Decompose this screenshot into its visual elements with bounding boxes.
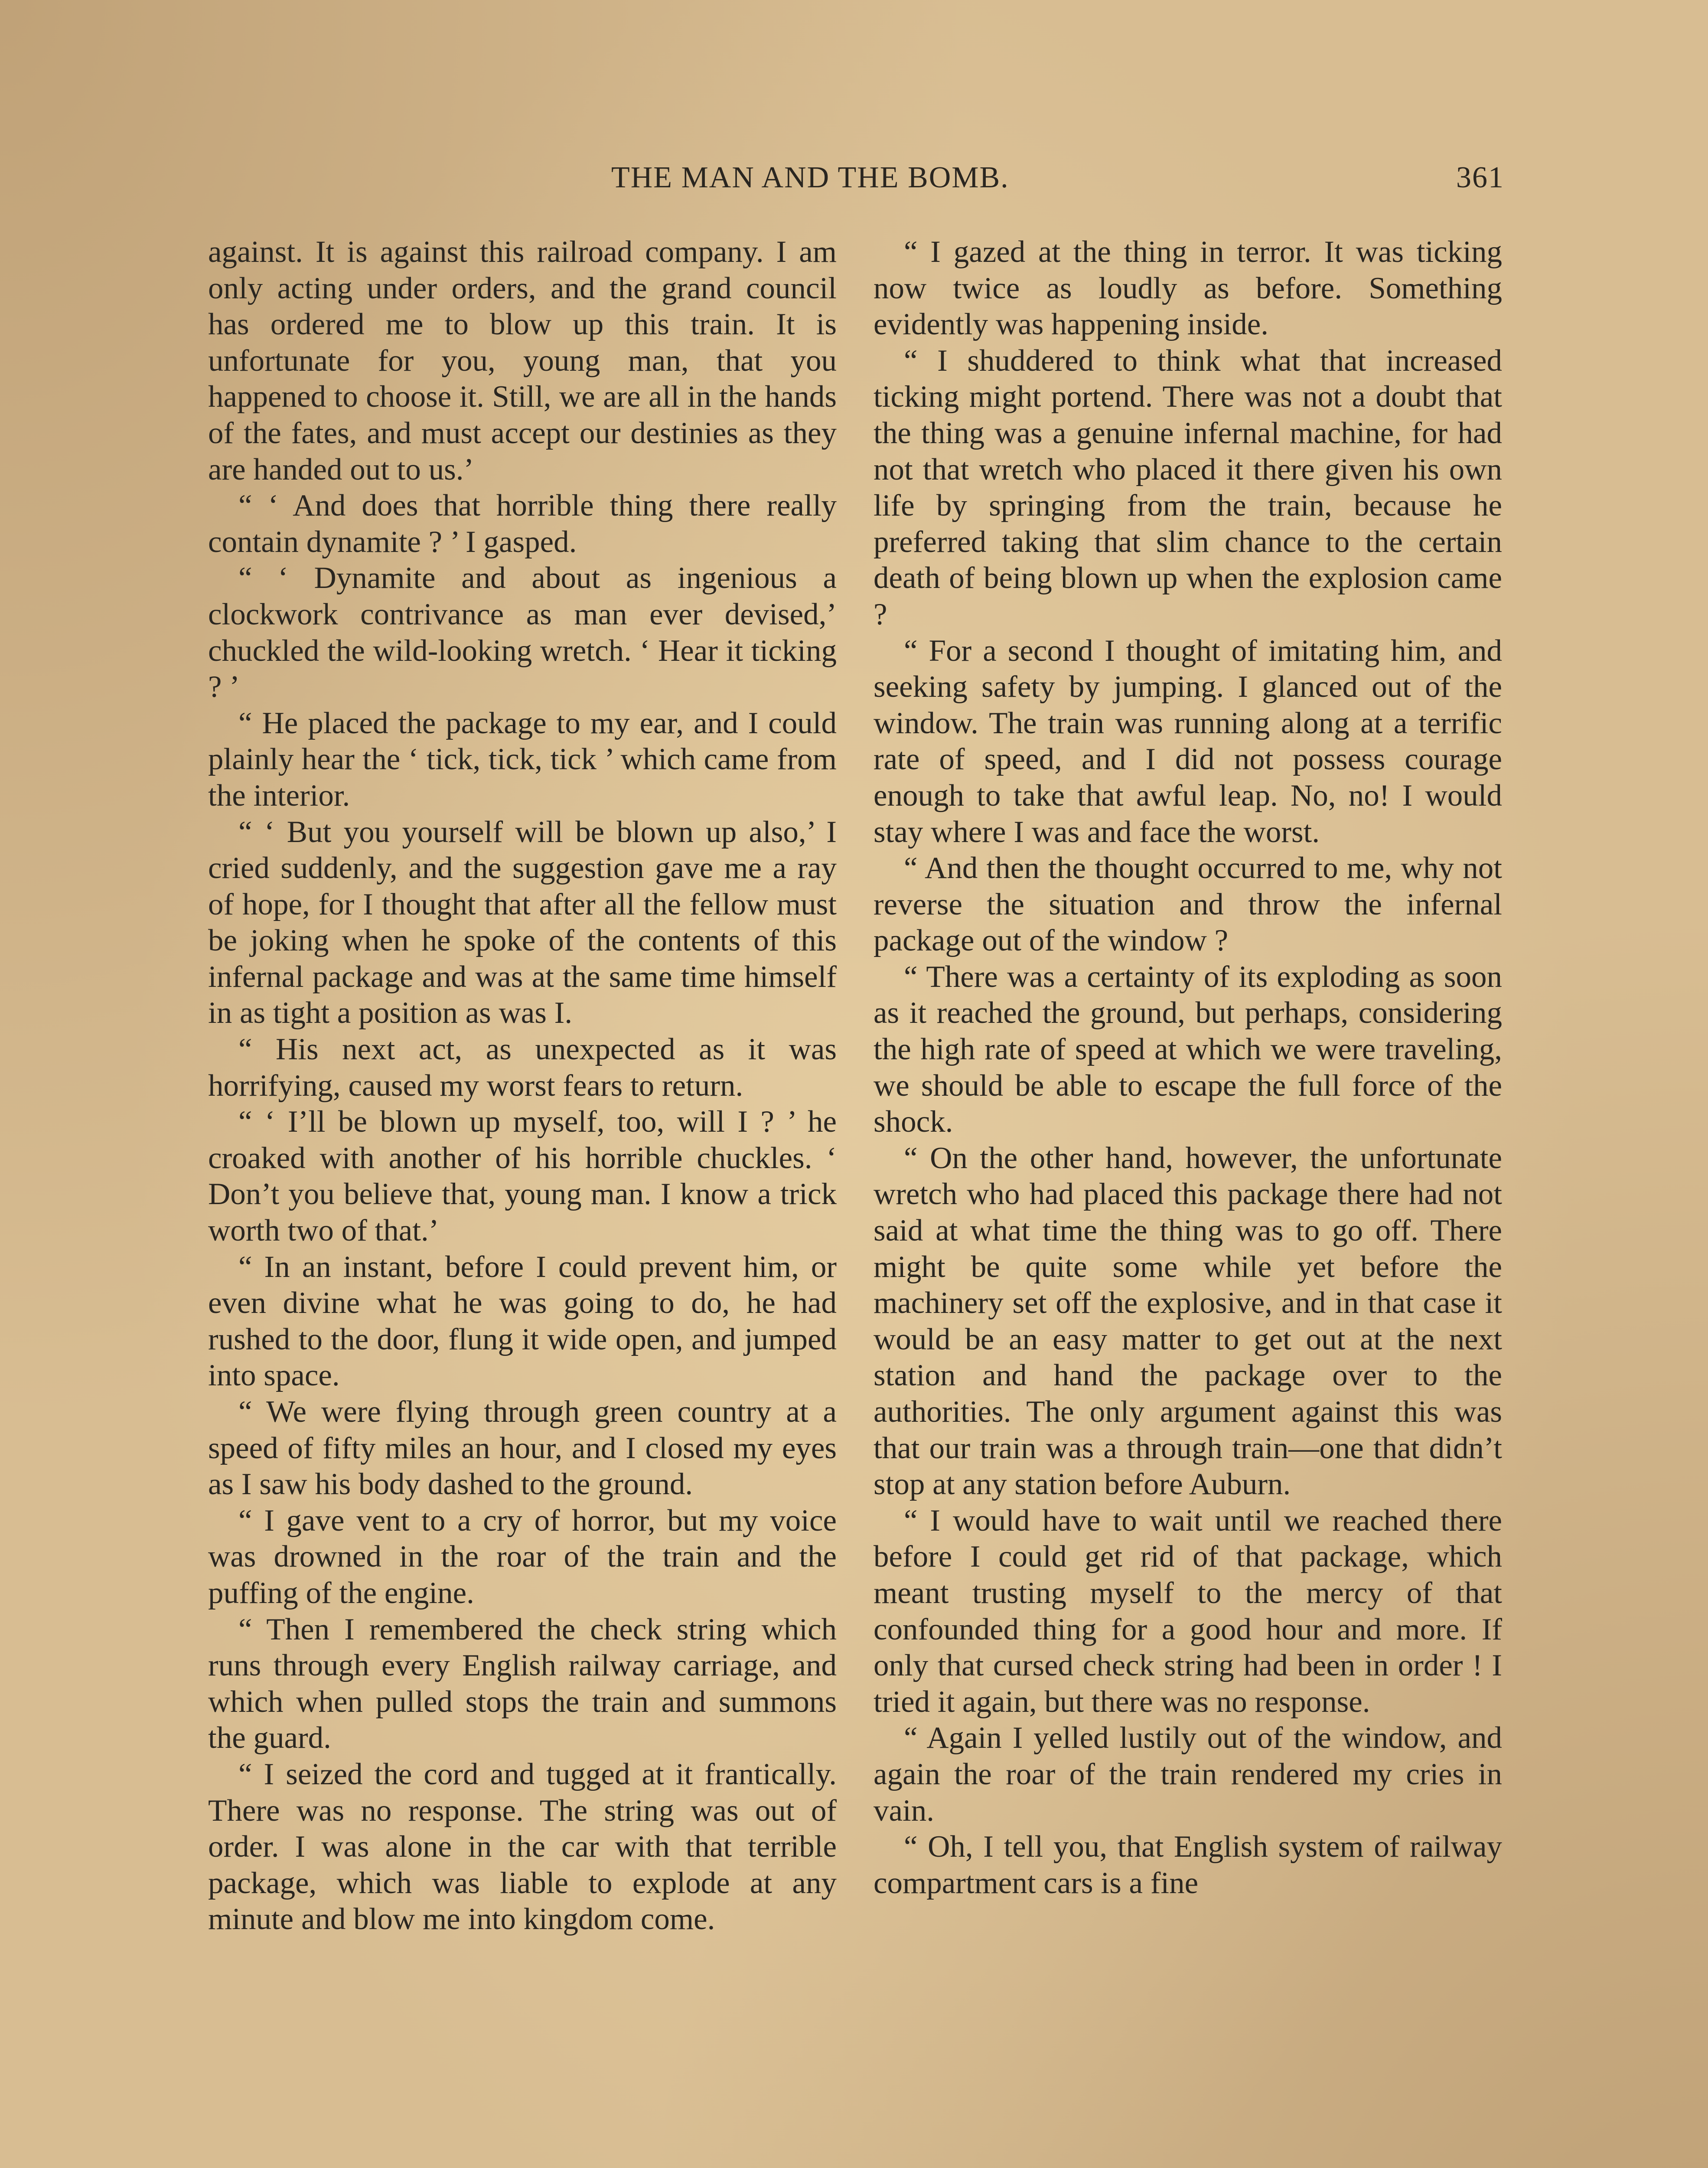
paragraph: “ ‘ But you yourself will be blown up also,’ I cried suddenly, and the suggestion gave me a ray of hope, for I thought that after all the fellow must be joking when he spoke of the contents of this infernal package and was at the same time himself in as tight a position as was I.: [208, 815, 837, 1030]
paragraph: “ Again I yelled lustily out of the window, and again the roar of the train rendered my cries in vain.: [874, 1721, 1502, 1828]
running-title: THE MAN AND THE BOMB.: [611, 161, 1009, 194]
paragraph: “ I seized the cord and tugged at it frantically. There was no response. The string was out of order. I was alone in the car with that terrible package, which was liable to explode at any minute and blow me into kingdom come.: [208, 1757, 837, 1936]
paragraph: “ And then the thought occurred to me, why not reverse the situation and throw the infernal package out of the window ?: [874, 851, 1502, 958]
paragraph: “ ‘ Dynamite and about as ingenious a clockwork contrivance as man ever devised,’ chuckled the wild-looking wretch. ‘ Hear it ticking ? ’: [208, 561, 837, 704]
page-number: 361: [1456, 161, 1504, 194]
paragraph: “ On the other hand, however, the unfortunate wretch who had placed this package there had not said at what time the thing was to go off. There might be quite some while yet before the machinery set off the explosive, and in that case it would be an easy matter to get out at the next station and hand the package over to the authorities. The only argument against this was that our train was a through train—one that didn’t stop at any station before Auburn.: [874, 1141, 1502, 1502]
paragraph: “ We were flying through green country at a speed of fifty miles an hour, and I closed my eyes as I saw his body dashed to the ground.: [208, 1395, 837, 1502]
right-column: [874, 234, 1502, 2168]
paragraph: “ I gazed at the thing in terror. It was ticking now twice as loudly as before. Something evidently was happening inside.: [874, 235, 1502, 342]
paragraph: “ His next act, as unexpected as it was horrifying, caused my worst fears to return.: [208, 1032, 837, 1103]
paragraph: “ In an instant, before I could prevent him, or even divine what he was going to do, he had rushed to the door, flung it wide open, and jumped into space.: [208, 1250, 837, 1393]
paragraph: against. It is against this railroad company. I am only acting under orders, and the grand council has ordered me to blow up this train. It is unfortunate for you, young man, that you happened to choose it. Still, we are all in the hands of the fates, and must accept our destinies as they are handed out to us.’: [208, 235, 837, 486]
paragraph: “ He placed the package to my ear, and I could plainly hear the ‘ tick, tick, tick ’ which came from the interior.: [208, 706, 837, 813]
left-column: [208, 234, 837, 2168]
paragraph: “ There was a certainty of its exploding as soon as it reached the ground, but perhaps, considering the high rate of speed at which we were traveling, we should be able to escape the full force of the shock.: [874, 960, 1502, 1139]
paragraph: “ I shuddered to think what that increased ticking might portend. There was not a doubt that the thing was a genuine infernal machine, for had not that wretch who placed it there given his own life by springing from the train, because he preferred taking that slim chance to the certain death of being blown up when the explosion came ?: [874, 343, 1502, 631]
paragraph: “ I gave vent to a cry of horror, but my voice was drowned in the roar of the train and the puffing of the engine.: [208, 1503, 837, 1610]
paragraph: “ ‘ And does that horrible thing there really contain dynamite ? ’ I gasped.: [208, 489, 837, 559]
paragraph: “ ‘ I’ll be blown up myself, too, will I ? ’ he croaked with another of his horrible chuckles. ‘ Don’t you believe that, young man. I know a trick worth two of that.’: [208, 1105, 837, 1248]
paragraph: “ For a second I thought of imitating him, and seeking safety by jumping. I glanced out of the window. The train was running along at a terrific rate of speed, and I did not possess courage enough to take that awful leap. No, no! I would stay where I was and face the worst.: [874, 633, 1502, 849]
page-header: [611, 160, 1504, 208]
paragraph: “ Oh, I tell you, that English system of railway compartment cars is a fine: [874, 1830, 1502, 1900]
paragraph: “ I would have to wait until we reached there before I could get rid of that package, which meant trusting myself to the mercy of that confounded thing for a good hour and more. If only that cursed check string had been in order ! I tried it again, but there was no response.: [874, 1503, 1502, 1719]
paragraph: “ Then I remembered the check string which runs through every English railway carriage, and which when pulled stops the train and summons the guard.: [208, 1612, 837, 1755]
